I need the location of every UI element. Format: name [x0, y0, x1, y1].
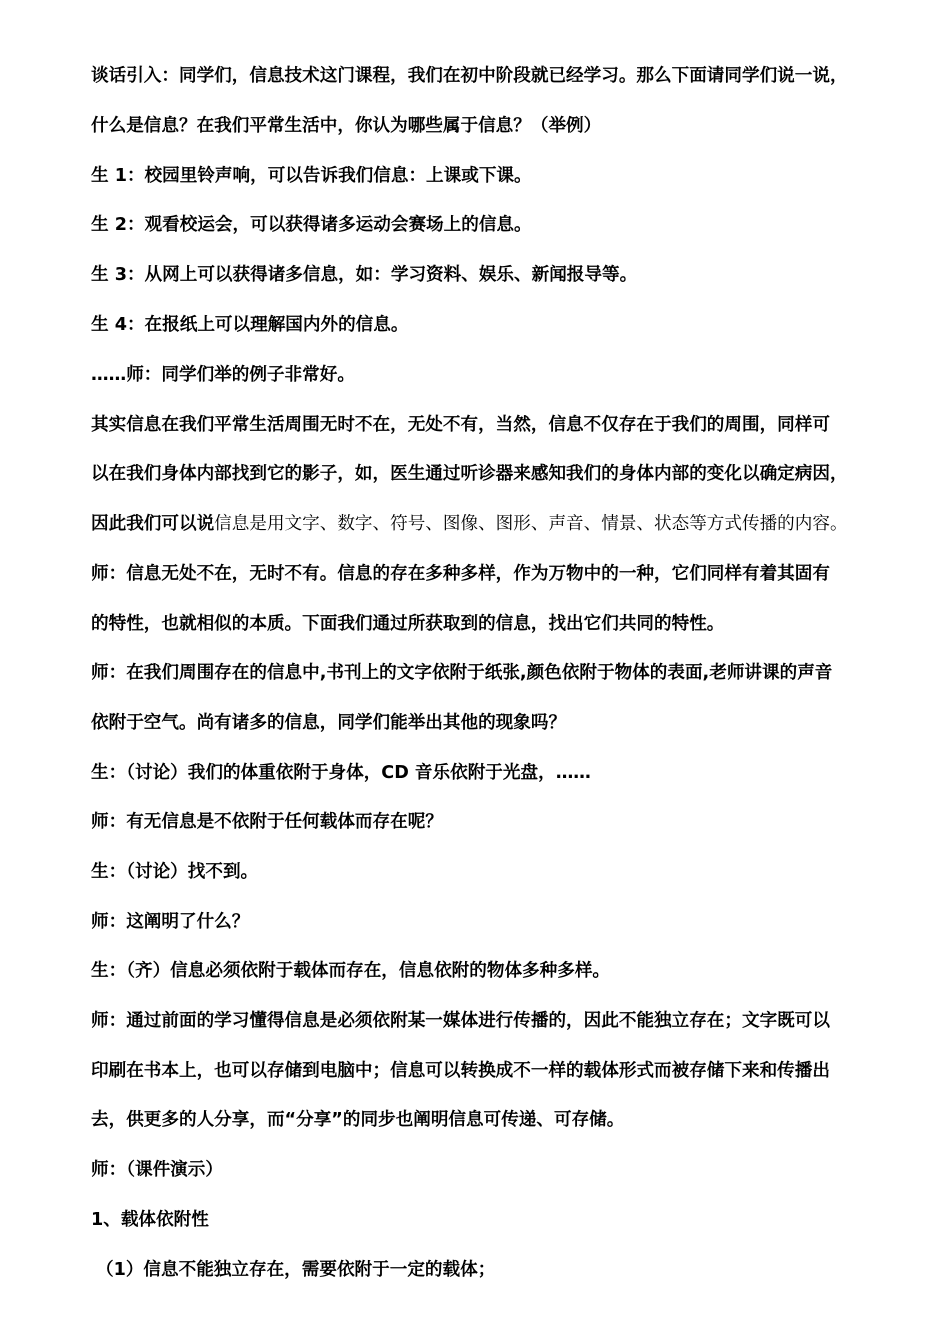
- paragraph-line: 依附于空气。尚有诸多的信息，同学们能举出其他的现象吗？: [91, 713, 567, 733]
- paragraph-line: 师：这阐明了什么？: [91, 912, 250, 932]
- paragraph-line: 的特性，也就相似的本质。下面我们通过所获取到的信息，找出它们共同的特性。: [91, 614, 725, 634]
- paragraph-line: 师：通过前面的学习懂得信息是必须依附某一媒体进行传播的，因此不能独立存在；文字既可以: [91, 1011, 830, 1031]
- paragraph-line: 生：（讨论）我们的体重依附于身体，CD 音乐依附于光盘，……: [91, 763, 591, 783]
- paragraph-line: 印刷在书本上，也可以存储到电脑中；信息可以转换成不一样的载体形式而被存储下来和传播出: [91, 1061, 830, 1081]
- paragraph-line: 师：有无信息是不依附于任何载体而存在呢？: [91, 812, 443, 832]
- paragraph-line: 生 4：在报纸上可以理解国内外的信息。: [91, 315, 409, 335]
- list-item: （1）信息不能独立存在，需要依附于一定的载体；: [96, 1260, 496, 1280]
- paragraph-line: 师：信息无处不在，无时不有。信息的存在多种多样，作为万物中的一种，它们同样有着其固有: [91, 564, 830, 584]
- definition-text: 信息是用文字、数字、符号、图像、图形、声音、情景、状态等方式传播的内容。: [214, 514, 848, 534]
- paragraph-line: 生 2：观看校运会，可以获得诸多运动会赛场上的信息。: [91, 215, 532, 235]
- paragraph-line: 生 1：校园里铃声响，可以告诉我们信息：上课或下课。: [91, 166, 532, 186]
- paragraph-line: ……师：同学们举的例子非常好。: [91, 365, 355, 385]
- paragraph-line: 谈话引入：同学们，信息技术这门课程，我们在初中阶段就已经学习。那么下面请同学们说一说，: [91, 66, 848, 86]
- paragraph-line: 什么是信息？在我们平常生活中，你认为哪些属于信息？（举例）: [91, 116, 602, 136]
- definition-line: [91, 504, 921, 544]
- paragraph-line: 其实信息在我们平常生活周围无时不在，无处不有，当然，信息不仅存在于我们的周围，同样可: [91, 415, 830, 435]
- paragraph-line: 去，供更多的人分享，而“分享”的同步也阐明信息可传递、可存储。: [91, 1110, 625, 1130]
- section-heading: 1、载体依附性: [91, 1210, 209, 1230]
- paragraph-line: 生：（齐）信息必须依附于载体而存在，信息依附的物体多种多样。: [91, 961, 611, 981]
- paragraph-line: 师：在我们周围存在的信息中,书刊上的文字依附于纸张,颜色依附于物体的表面,老师讲课的声音: [91, 663, 833, 683]
- paragraph-line: 以在我们身体内部找到它的影子，如，医生通过听诊器来感知我们的身体内部的变化以确定病因，: [91, 464, 848, 484]
- definition-intro: 因此我们可以说: [91, 514, 215, 534]
- paragraph-line: 生 3：从网上可以获得诸多信息，如：学习资料、娱乐、新闻报导等。: [91, 265, 638, 285]
- paragraph-line: 师：（课件演示）: [91, 1160, 223, 1180]
- paragraph-line: 生：（讨论）找不到。: [91, 862, 259, 882]
